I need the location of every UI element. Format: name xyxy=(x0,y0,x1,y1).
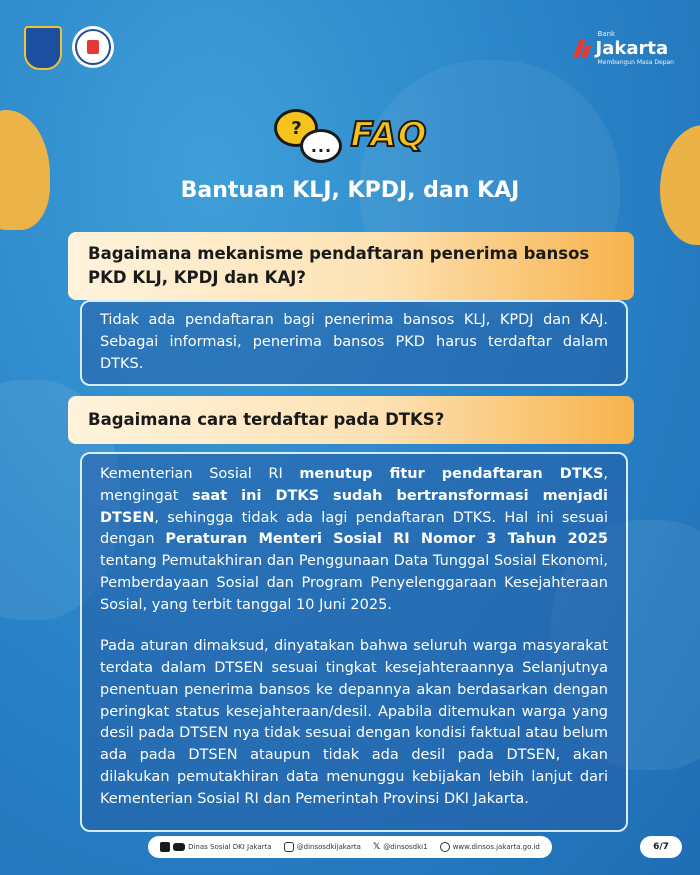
bold-highlight: saat ini DTKS sudah bertransformasi menjadi DTSEN xyxy=(100,487,608,526)
facebook-youtube-link[interactable]: Dinas Sosial DKI Jakarta xyxy=(160,842,271,852)
speech-bubbles-icon xyxy=(272,105,342,165)
bank-jakarta-mark-icon xyxy=(576,40,592,58)
bold-highlight: Peraturan Menteri Sosial RI Nomor 3 Tahun 2025 xyxy=(165,531,608,548)
answer-2-paragraph-1: Kementerian Sosial RI menutup fitur pendaftaran DTKS, mengingat saat ini DTKS sudah bertransformasi menjadi DTSEN, sehingga tidak ada lagi pendaftaran DTKS. Hal ini sesuai dengan Peraturan Menteri Sosial RI Nomor 3 Tahun 2025 tentang Pemutakhiran dan Penggunaan Data Tunggal Sosial Ekonomi, Pemberdayaan Sosial dan Program Penyelenggaraan Kesejahteraan Sosial, yang terbit tanggal 10 Juni 2025. xyxy=(100,466,608,613)
bank-tagline: Membangun Masa Depan xyxy=(597,59,674,66)
bank-jakarta-logo xyxy=(576,30,675,66)
question-1: Bagaimana mekanisme pendaftaran penerima bansos PKD KLJ, KPDJ dan KAJ? xyxy=(68,232,634,300)
x-icon: 𝕏 xyxy=(373,841,381,852)
page-indicator: 6/7 xyxy=(640,836,682,858)
facebook-icon xyxy=(160,842,170,852)
youtube-icon xyxy=(173,843,185,851)
x-link[interactable]: 𝕏 @dinsosdki1 xyxy=(373,841,428,852)
faq-heading xyxy=(0,105,700,165)
bank-name: Jakarta xyxy=(595,38,669,59)
dots-bubble-icon: ... xyxy=(300,129,342,163)
dinas-sosial-logo xyxy=(72,26,114,68)
website-link[interactable]: www.dinsos.jakarta.go.id xyxy=(440,842,540,852)
dki-jakarta-emblem-logo xyxy=(24,26,62,70)
globe-icon xyxy=(440,842,450,852)
partner-logos xyxy=(24,26,114,70)
bold-highlight: menutup fitur pendaftaran DTKS xyxy=(299,466,604,482)
question-bubble-icon: ? xyxy=(274,109,318,147)
answer-2-box xyxy=(80,452,628,832)
faq-label: FAQ xyxy=(350,115,428,155)
instagram-link[interactable]: @dinsosdkijakarta xyxy=(284,842,361,852)
question-2: Bagaimana cara terdaftar pada DTKS? xyxy=(68,396,634,444)
answer-2-paragraph-2: Pada aturan dimaksud, dinyatakan bahwa seluruh warga masyarakat terdata dalam DTSEN sesuai tingkat kesejahteraannya Selanjutnya penentuan penerima bansos ke depannya akan berdasarkan dengan peringkat status kesejahteraan/desil. Apabila ditemukan warga yang desil pada DTSEN nya tidak sesuai dengan kondisi faktual atau belum ada pada DTSEN ataupun tidak ada desil pada DTSEN, akan dilakukan pemutakhiran data menunggu kebijakan lebih lanjut dari Kementerian Sosial RI dan Pemerintah Provinsi DKI Jakarta. xyxy=(100,638,608,807)
bank-top-label: Bank xyxy=(597,30,616,38)
instagram-icon xyxy=(284,842,294,852)
page-subtitle: Bantuan KLJ, KPDJ, dan KAJ xyxy=(180,178,520,203)
answer-1-box xyxy=(80,300,628,386)
social-footer xyxy=(148,836,552,858)
answer-1-text: Tidak ada pendaftaran bagi penerima bansos KLJ, KPDJ dan KAJ. Sebagai informasi, penerima bansos PKD harus terdaftar dalam DTKS. xyxy=(100,312,608,372)
